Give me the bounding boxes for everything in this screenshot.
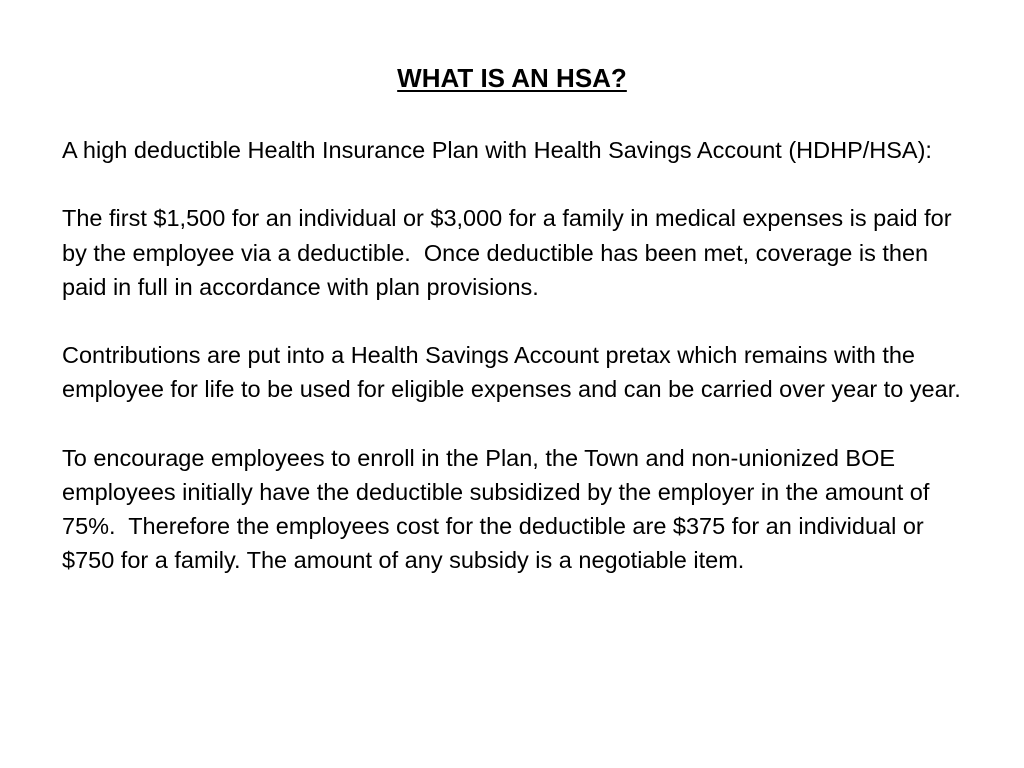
slide-body bbox=[62, 133, 962, 578]
paragraph-contributions: Contributions are put into a Health Savings Account pretax which remains with the employee for life to be used for eligible expenses and can be carried over year to year. bbox=[62, 342, 961, 403]
paragraph-subsidy: To encourage employees to enroll in the Plan, the Town and non-unionized BOE employees initially have the deductible subsidized by the employer in the amount of 75%. Therefore the employees cost for the deductible are $375 for an individual or $750 for a family. The amount of any subsidy is a negotiable item. bbox=[62, 444, 936, 574]
paragraph-hdhp-definition: A high deductible Health Insurance Plan with Health Savings Account (HDHP/HSA): bbox=[62, 137, 932, 163]
paragraph-deductible: The first $1,500 for an individual or $3,000 for a family in medical expenses is paid for by the employee via a deductible. Once deductible has been met, coverage is then paid in full in accordance with plan provisions. bbox=[62, 205, 959, 300]
slide-title: WHAT IS AN HSA? bbox=[397, 63, 627, 93]
